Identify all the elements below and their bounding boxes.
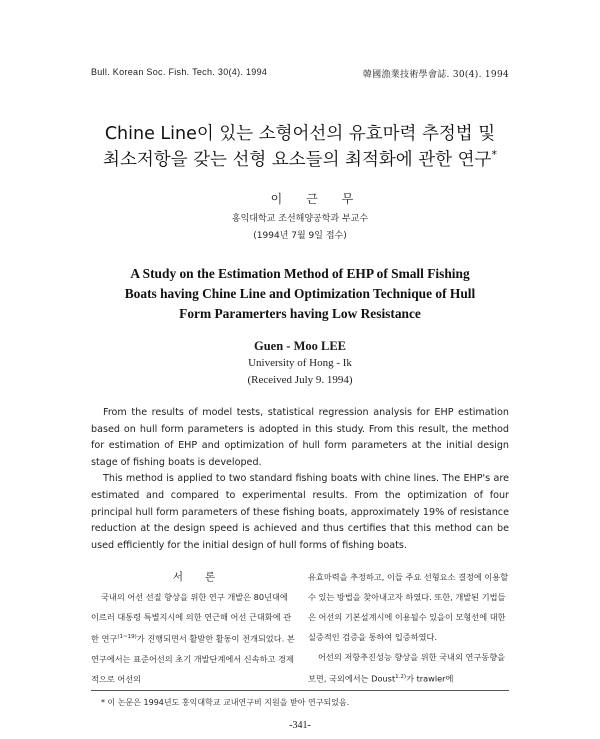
- body-text: 가 trawler에: [406, 673, 454, 684]
- citation: 1.2): [395, 674, 407, 680]
- abstract: [91, 405, 509, 554]
- english-received-date: (Received July 9. 1994): [247, 374, 353, 386]
- korean-title-line1: Chine Line이 있는 소형어선의 유효마력 추정법 및: [104, 124, 496, 144]
- title-footnote-mark: *: [491, 148, 497, 162]
- body-column-left: [91, 567, 297, 689]
- page-number: -341-: [289, 720, 311, 731]
- body-text: 어선의 저항추진성능 향상을 위한 국내외 연구동향을 보면, 국외에서는 Doust: [308, 652, 506, 684]
- body-column-right: [308, 567, 513, 689]
- korean-affiliation: 홍익대학교 조선해양공학과 부교수: [231, 214, 369, 224]
- english-title-line1: A Study on the Estimation Method of EHP of Small Fishing: [130, 266, 470, 281]
- korean-title-line2-text: 최소저항을 갖는 선형 요소들의 최적화에 관한 연구: [103, 150, 492, 170]
- english-title-line2: Boats having Chine Line and Optimization Technique of Hull: [124, 286, 476, 301]
- korean-title-line2: [40, 146, 560, 171]
- journal-header-english: Bull. Korean Soc. Fish. Tech. 30(4). 1994: [91, 67, 268, 77]
- english-affiliation: University of Hong - Ik: [248, 357, 352, 369]
- section-heading-introduction: 서론: [172, 571, 238, 583]
- citation: (1~19): [117, 634, 137, 640]
- body-text: 국내의 어선 선질 향상을 위한 연구 개발은 80년대에 이르러 대통령 특별지시에 의한 연근해 어선 근대화에 관한 연구: [91, 592, 292, 644]
- body-paragraph: 유효마력을 추정하고, 이들 주요 선형요소 결정에 이용할 수 있는 방법을 찾아내고자 하였다. 또한, 개발된 기법들은 어선의 기본설계시에 이용될수 있을이 모형선에 대한 실증적인 검증을 통하여 입증하였다.: [308, 572, 509, 642]
- journal-header-korean: 韓國漁業技術學會誌. 30(4). 1994: [362, 70, 509, 80]
- footnote-divider: [91, 690, 509, 691]
- body-text: 가 진행되면서 활발한 활동이 전개되었다. 본 연구에서는 표준어선의 초기 개발단계에서 신속하고 경제적으로 어선의: [91, 633, 295, 684]
- korean-received-date: (1994년 7월 9일 접수): [253, 231, 347, 241]
- body-paragraph: [91, 587, 297, 689]
- abstract-paragraph: From the results of model tests, statistical regression analysis for EHP estimation based on hull form parameters is adopted in this study. From this result, the method for estimation of EHP and optimization of hull form parameters at the initial design stage of fishing boats is developed.: [91, 407, 509, 468]
- footnote: * 이 논문은 1994년도 홍익대학교 교내연구비 지원을 받아 연구되었음.: [101, 698, 350, 707]
- english-author: Guen - Moo LEE: [253, 339, 347, 353]
- korean-author: 이근무: [270, 192, 378, 206]
- body-paragraph: [308, 647, 513, 689]
- abstract-paragraph: This method is applied to two standard fishing boats with chine lines. The EHP's are estimated and compared to experimental results. From the optimization of four principal hull form parameters of these fishing boats, approximately 19% of resistance reduction at the design speed is achieved and thus certifies that this method can be used efficiently for the initial design of hull forms of fishing boats.: [91, 473, 509, 551]
- english-title-line3: Form Paramerters having Low Resistance: [179, 306, 421, 321]
